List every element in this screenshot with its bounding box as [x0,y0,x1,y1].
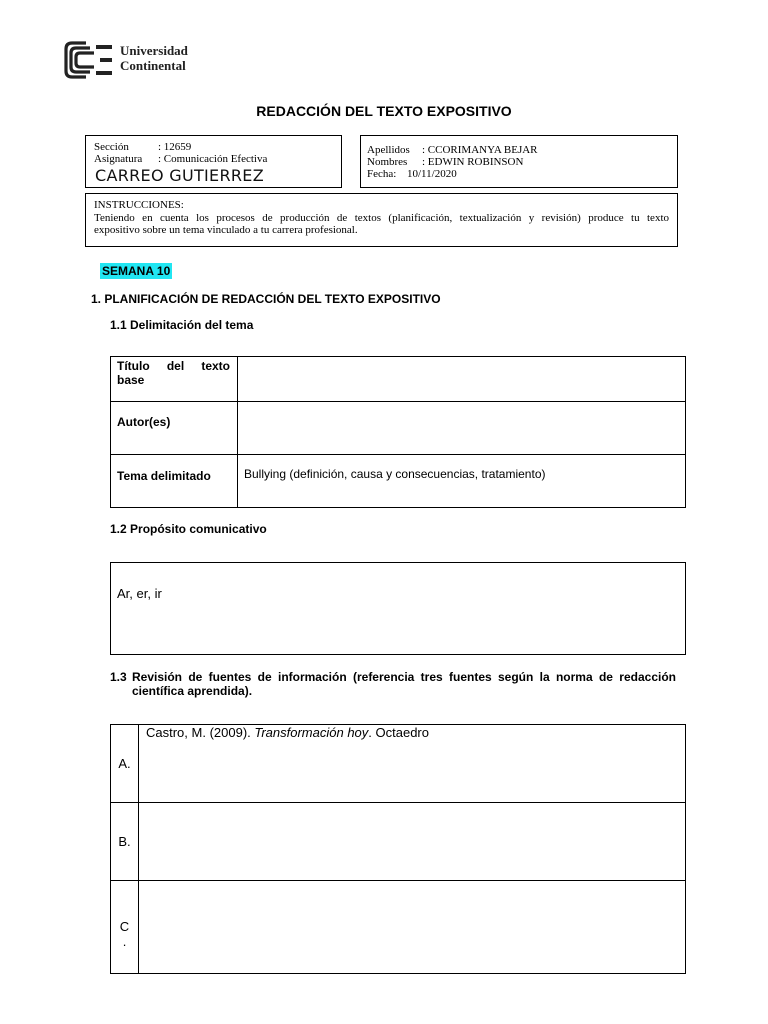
titulo-value[interactable] [238,357,686,402]
apellidos-value: : CCORIMANYA BEJAR [422,144,538,156]
subsection-1-3-text: Revisión de fuentes de información (referencia tres fuentes según la norma de redacción científica aprendida). [132,670,676,698]
instructions-heading: INSTRUCCIONES: [94,199,184,211]
seccion-value: : 12659 [158,141,192,153]
source-letter: C . [111,881,139,974]
week-label: SEMANA 10 [102,264,171,278]
fecha-value: 10/11/2020 [407,168,457,180]
fecha-label: Fecha: [367,168,397,180]
asignatura-value: : Comunicación Efectiva [158,153,268,165]
topic-table [110,356,686,508]
instructions-box [85,193,678,247]
table-row [111,881,686,974]
source-letter: A. [111,725,139,803]
student-info-box [360,135,678,188]
table-row [111,402,686,455]
university-logo-mark [64,41,114,79]
source-letter: B. [111,803,139,881]
section-1-heading: 1. PLANIFICACIÓN DE REDACCIÓN DEL TEXTO EXPOSITIVO [91,292,441,306]
source-title: Transformación hoy [254,725,369,740]
apellidos-label: Apellidos [367,144,410,156]
table-row [111,803,686,881]
logo-line-2: Continental [120,58,186,73]
table-row [111,357,686,402]
university-logo-text [120,43,188,73]
tema-value[interactable]: Bullying (definición, causa y consecuencias, tratamiento) [238,455,686,508]
instructions-line-1: Teniendo en cuenta los procesos de producción de textos (planificación, textualización y revisión) produce tu texto [94,211,669,224]
titulo-label: Título del texto base [111,357,238,402]
seccion-label: Sección [94,141,129,153]
subsection-1-2-heading: 1.2 Propósito comunicativo [110,522,267,536]
purpose-value: Ar, er, ir [117,586,162,601]
document-title: REDACCIÓN DEL TEXTO EXPOSITIVO [256,103,512,119]
logo-line-1: Universidad [120,43,188,58]
table-row [111,725,686,803]
purpose-box[interactable] [110,562,686,655]
instructions-line-2: expositivo sobre un tema vinculado a tu carrera profesional. [94,224,358,236]
nombres-value: : EDWIN ROBINSON [422,156,524,168]
autor-label: Autor(es) [111,402,238,455]
asignatura-label: Asignatura [94,153,143,165]
subsection-1-3-heading [110,670,676,698]
source-rest: . Octaedro [368,725,429,740]
autor-value[interactable] [238,402,686,455]
sources-table [110,724,686,974]
handwritten-name: CARREO GUTIERREZ [95,166,264,185]
course-info-box [85,135,342,188]
nombres-label: Nombres [367,156,408,168]
table-row [111,455,686,508]
source-reference[interactable] [139,881,686,974]
source-reference[interactable] [139,803,686,881]
tema-label: Tema delimitado [111,455,238,508]
subsection-1-3-number: 1.3 [110,670,127,684]
source-author: Castro, M. (2009). [146,725,255,740]
subsection-1-1-heading: 1.1 Delimitación del tema [110,318,254,332]
source-reference[interactable] [139,725,686,803]
